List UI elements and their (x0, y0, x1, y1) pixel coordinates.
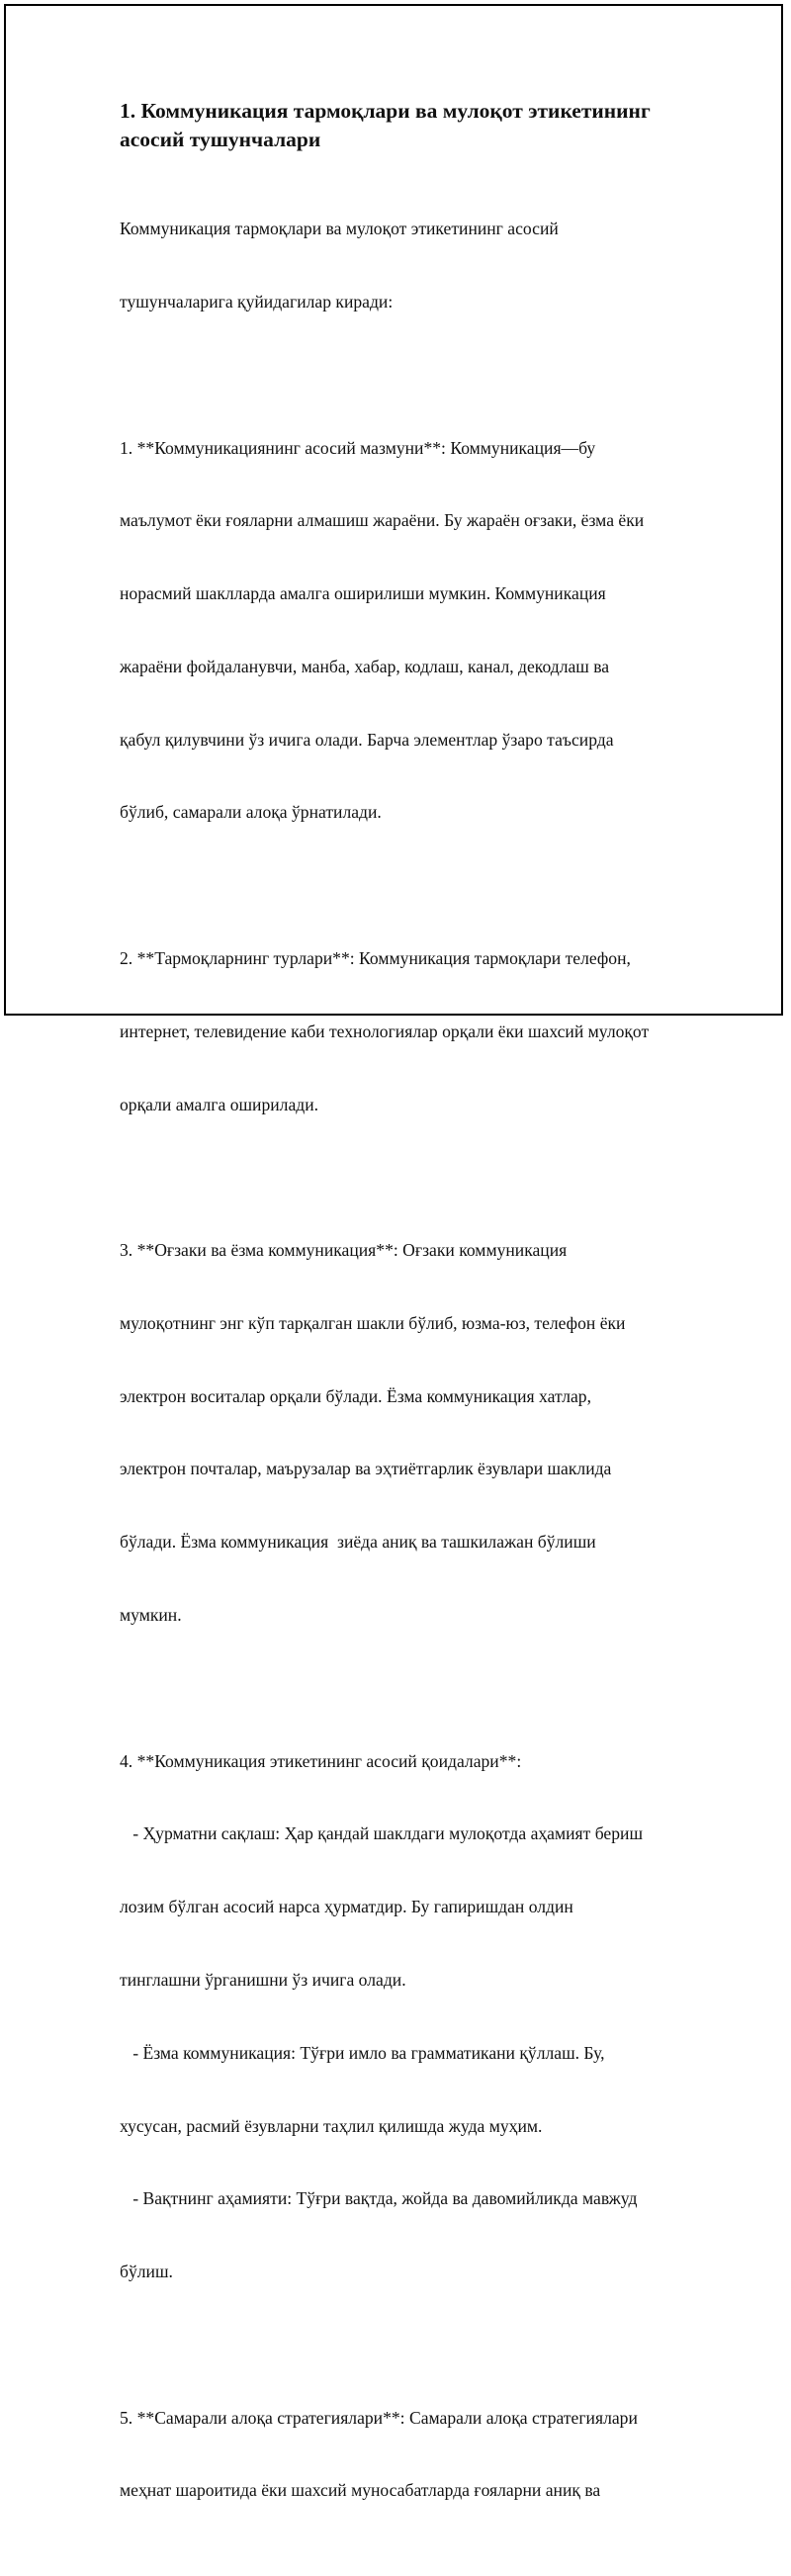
text-line: норасмий шаклларда амалга оширилиши мумкин. Коммуникация (120, 583, 606, 604)
text-line: тинглашни ўрганишни ўз ичига олади. (120, 1969, 406, 1990)
title-line: асосий тушунчалари (120, 128, 321, 151)
text-line: - Вақтнинг аҳамияти: Тўғри вақтда, жойда ва давомийликда мавжуд (120, 2188, 638, 2209)
document-content (120, 97, 693, 2576)
paragraph-etiquette-rules (120, 1700, 693, 2332)
text-line: тушунчаларига қуйидагилар киради: (120, 291, 394, 311)
text-line: бўлади. Ёзма коммуникация зиёда аниқ ва ташкилажан бўлиши (120, 1532, 596, 1553)
text-line: электрон воситалар орқали бўлади. Ёзма коммуникация хатлар, (120, 1385, 591, 1406)
text-line: Коммуникация тармоқлари ва мулоқот этикетининг асосий (120, 219, 559, 239)
paragraph-oral-written (120, 1190, 693, 1676)
text-line: меҳнат шароитида ёки шахсий муносабатларда ғояларни аниқ ва (120, 2480, 601, 2501)
text-line: маълумот ёки ғояларни алмашиш жараёни. Бу жараён оғзаки, ёзма ёки (120, 510, 645, 531)
text-line: 2. **Тармоқларнинг турлари**: Коммуникация тармоқлари телефон, (120, 948, 631, 968)
text-line: мулоқотнинг энг кўп тарқалган шакли бўлиб, юзма-юз, телефон ёки (120, 1312, 626, 1333)
paragraph-network-types (120, 898, 693, 1166)
text-line: 3. **Оғзаки ва ёзма коммуникация**: Оғзаки коммуникация (120, 1240, 568, 1261)
text-line: - Ёзма коммуникация: Тўғри имло ва грамматикани қўллаш. Бу, (120, 2042, 605, 2063)
text-line: жараёни фойдаланувчи, манба, хабар, кодлаш, канал, декодлаш ва (120, 656, 610, 676)
intro-paragraph (120, 168, 693, 363)
text-line: 4. **Коммуникация этикетининг асосий қоидалари**: (120, 1750, 522, 1771)
paragraph-communication-content (120, 387, 693, 873)
text-line: орқали амалга оширилади. (120, 1094, 319, 1114)
text-line: электрон почталар, маърузалар ва эҳтиётгарлик ёзувлари шаклида (120, 1459, 612, 1479)
text-line: хусусан, расмий ёзувларни таҳлил қилишда жуда муҳим. (120, 2115, 543, 2136)
text-line: интернет, телевидение каби технологиялар орқали ёки шахсий мулоқот (120, 1021, 650, 1041)
text-line: лозим бўлган асосий нарса ҳурматдир. Бу гапиришдан олдин (120, 1897, 573, 1917)
text-line: мумкин. (120, 1605, 182, 1626)
section-title (120, 97, 693, 154)
text-line: 1. **Коммуникациянинг асосий мазмуни**: Коммуникация—бу (120, 437, 596, 458)
text-line: бўлиш. (120, 2262, 173, 2282)
text-line: қабул қилувчини ўз ичига олади. Барча элементлар ўзаро таъсирда (120, 729, 614, 750)
text-line: - Ҳурматни сақлаш: Ҳар қандай шаклдаги мулоқотда аҳамият бериш (120, 1823, 643, 1844)
text-line: бўлиб, самарали алоқа ўрнатилади. (120, 802, 382, 823)
paragraph-strategies (120, 2356, 693, 2551)
document-page (4, 4, 783, 2501)
title-line: 1. Коммуникация тармоқлари ва мулоқот этикетининг (120, 99, 651, 123)
text-line: 5. **Самарали алоқа стратегиялари**: Самарали алоқа стратегиялари (120, 2407, 638, 2428)
